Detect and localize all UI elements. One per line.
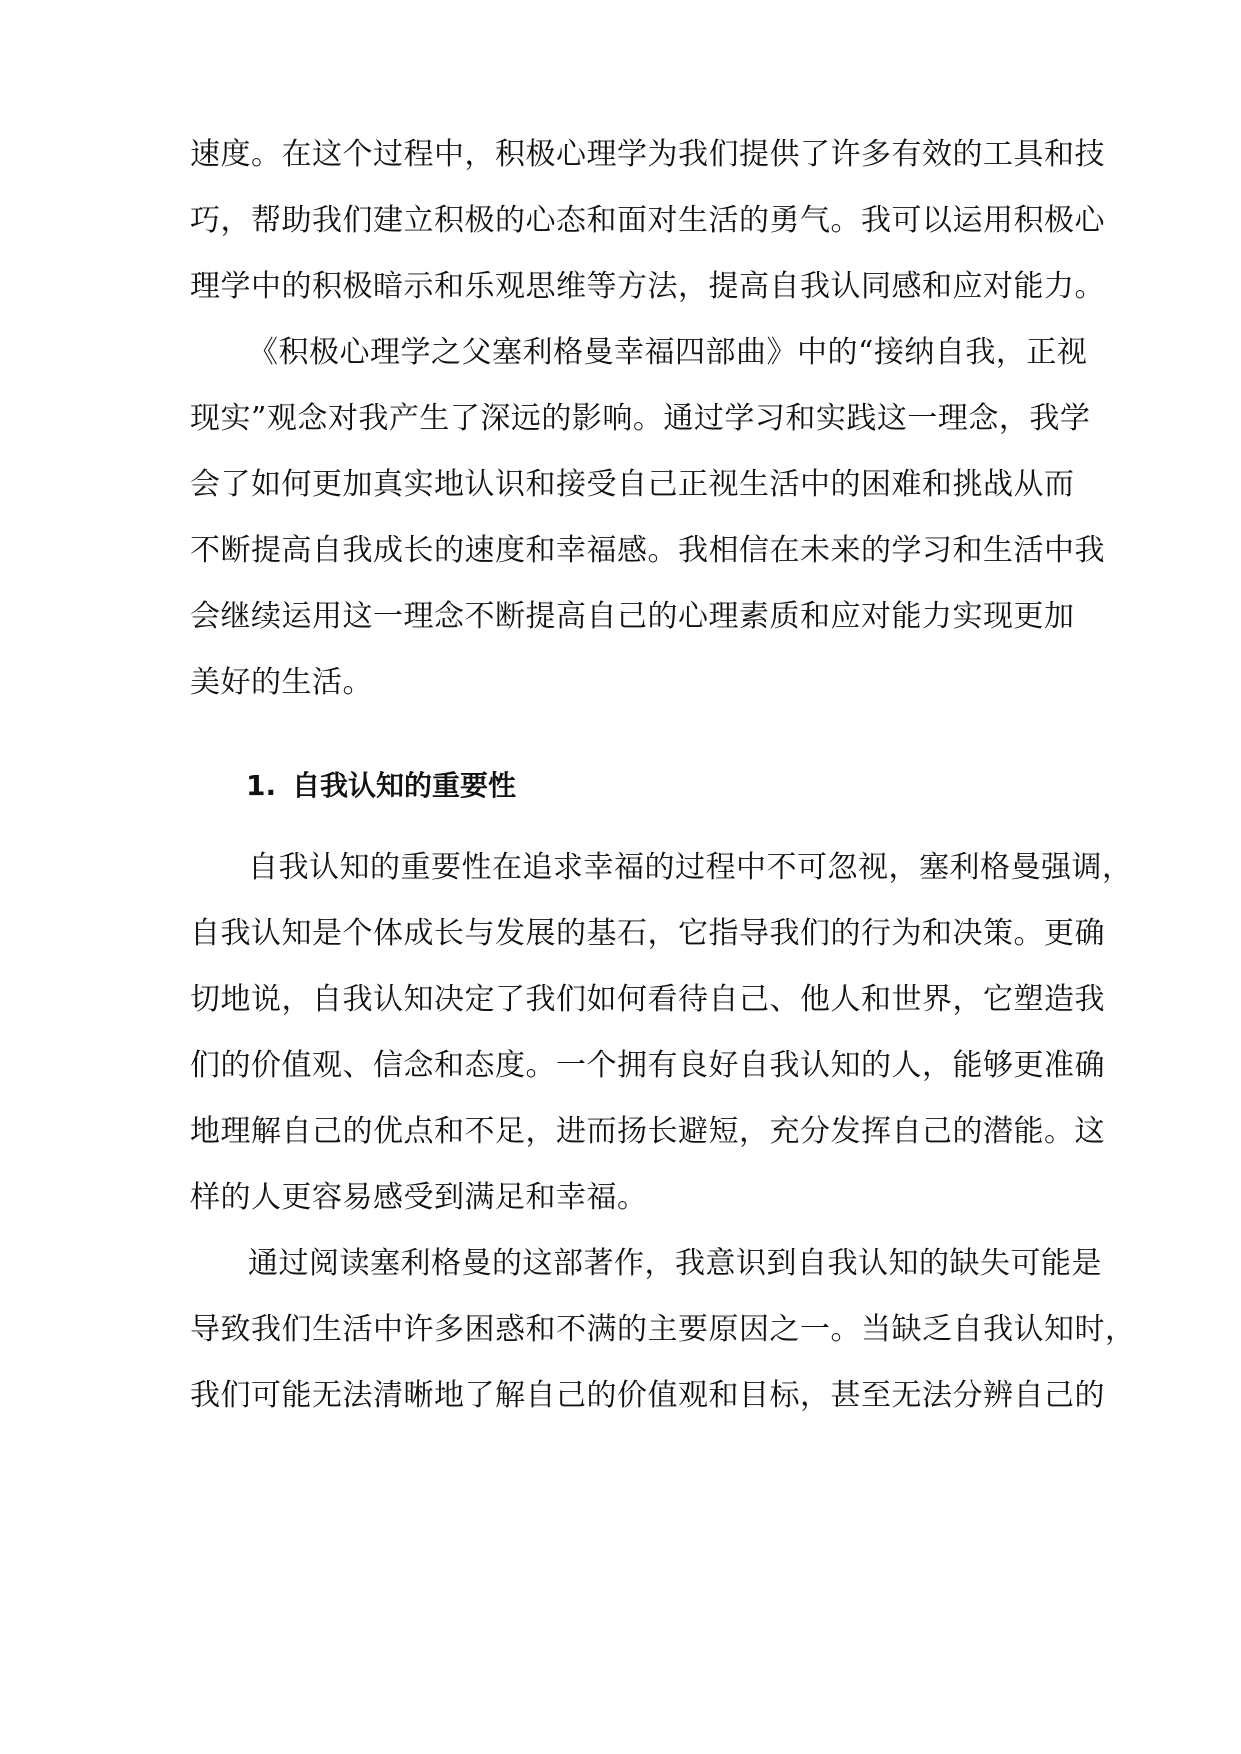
section-number: 1. <box>246 769 277 802</box>
text-line: 巧，帮助我们建立积极的心态和面对生活的勇气。我可以运用积极心 <box>190 203 1105 238</box>
text-line: 地理解自己的优点和不足，进而扬长避短，充分发挥自己的潜能。这 <box>190 1114 1105 1149</box>
section-heading <box>246 766 946 806</box>
text-line: 自我认知是个体成长与发展的基石，它指导我们的行为和决策。更确 <box>190 916 1105 951</box>
text-line: 们的价值观、信念和态度。一个拥有良好自我认知的人，能够更准确 <box>190 1048 1105 1083</box>
text-line: 导致我们生活中许多困惑和不满的主要原因之一。当缺乏自我认知时， <box>190 1312 1136 1347</box>
text-line: 自我认知的重要性在追求幸福的过程中不可忽视，塞利格曼强调， <box>248 850 1133 885</box>
text-line: 理学中的积极暗示和乐观思维等方法，提高自我认同感和应对能力。 <box>190 269 1105 304</box>
text-line: 不断提高自我成长的速度和幸福感。我相信在未来的学习和生活中我 <box>190 533 1105 568</box>
text-line: 速度。在这个过程中，积极心理学为我们提供了许多有效的工具和技 <box>190 137 1105 172</box>
text-line: 会了如何更加真实地认识和接受自己正视生活中的困难和挑战从而 <box>190 467 1075 502</box>
text-line: 切地说，自我认知决定了我们如何看待自己、他人和世界，它塑造我 <box>190 982 1105 1017</box>
text-line: 会继续运用这一理念不断提高自己的心理素质和应对能力实现更加 <box>190 599 1075 634</box>
text-line: 美好的生活。 <box>190 665 373 700</box>
text-line: 通过阅读塞利格曼的这部著作，我意识到自我认知的缺失可能是 <box>248 1246 1102 1281</box>
text-line: 样的人更容易感受到满足和幸福。 <box>190 1180 648 1215</box>
text-line: 《积极心理学之父塞利格曼幸福四部曲》中的“接纳自我，正视 <box>248 335 1088 370</box>
text-line: 我们可能无法清晰地了解自己的价值观和目标，甚至无法分辨自己的 <box>190 1378 1105 1413</box>
section-title: 自我认知的重要性 <box>292 769 517 802</box>
text-line: 现实”观念对我产生了深远的影响。通过学习和实践这一理念，我学 <box>190 401 1091 436</box>
